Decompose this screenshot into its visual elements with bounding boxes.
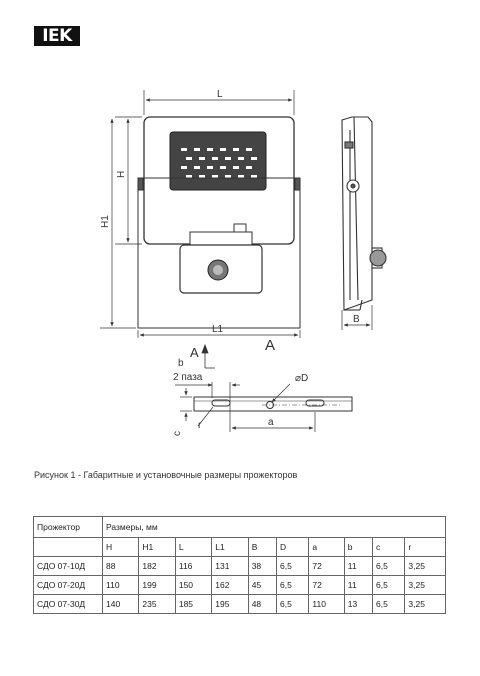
- view-label-a-right: A: [265, 337, 276, 354]
- table-row: [34, 576, 446, 595]
- table-cell: 182: [139, 557, 175, 576]
- table-cell: 110: [103, 576, 139, 595]
- dim-label-slots: 2 паза: [173, 372, 203, 383]
- figure-caption: Рисунок 1 - Габаритные и установочные размеры прожекторов: [34, 470, 298, 480]
- table-cell: 48: [248, 595, 276, 614]
- table-cell: 11: [344, 557, 372, 576]
- table-cell: 6,5: [373, 595, 405, 614]
- table-cell: 72: [309, 576, 344, 595]
- table-cell: 110: [309, 595, 344, 614]
- table-header-row: [34, 517, 446, 538]
- table-cell: 140: [103, 595, 139, 614]
- dimensions-table: [33, 516, 446, 614]
- table-row: [34, 557, 446, 576]
- table-cell: 6,5: [373, 576, 405, 595]
- view-a-arrow: [202, 345, 215, 368]
- table-cell: 3,25: [405, 595, 446, 614]
- table-cell: 11: [344, 576, 372, 595]
- table-subheader-row: [34, 538, 446, 557]
- dim-label-B: B: [353, 314, 360, 325]
- header-product: Прожектор: [34, 517, 103, 538]
- table-cell: 150: [175, 576, 211, 595]
- table-cell: 88: [103, 557, 139, 576]
- table-cell: 195: [212, 595, 248, 614]
- table-cell: 3,25: [405, 576, 446, 595]
- header-empty-cell: [34, 538, 103, 557]
- header-cell: D: [277, 538, 309, 557]
- dim-label-H: H: [116, 170, 127, 178]
- front-view: [138, 117, 300, 328]
- product-name-cell: СДО 07-10Д: [34, 557, 103, 576]
- table-cell: 45: [248, 576, 276, 595]
- front-dimensions: [100, 90, 300, 338]
- table-cell: 185: [175, 595, 211, 614]
- dim-label-L: L: [217, 89, 223, 100]
- table-cell: 6,5: [277, 576, 309, 595]
- table-cell: 3,25: [405, 557, 446, 576]
- table-cell: 131: [212, 557, 248, 576]
- dim-label-L1: L1: [212, 324, 224, 335]
- dim-label-c: c: [172, 431, 183, 436]
- table-cell: 199: [139, 576, 175, 595]
- bracket-detail: [194, 397, 352, 411]
- header-cell: b: [344, 538, 372, 557]
- dim-label-D: ⌀D: [295, 373, 309, 384]
- header-cell: c: [373, 538, 405, 557]
- header-cell: B: [248, 538, 276, 557]
- table-cell: 72: [309, 557, 344, 576]
- header-cell: H: [103, 538, 139, 557]
- table-cell: 38: [248, 557, 276, 576]
- header-cell: L: [175, 538, 211, 557]
- product-name-cell: СДО 07-20Д: [34, 576, 103, 595]
- dim-label-b: b: [178, 358, 184, 369]
- header-cell: L1: [212, 538, 248, 557]
- table-cell: 13: [344, 595, 372, 614]
- side-view: [342, 117, 386, 310]
- dim-label-H1: H1: [100, 215, 111, 228]
- table-row: [34, 595, 446, 614]
- view-label-a-left: A: [190, 345, 199, 360]
- table-cell: 162: [212, 576, 248, 595]
- header-cell: a: [309, 538, 344, 557]
- table-cell: 6,5: [277, 557, 309, 576]
- dim-label-a: a: [268, 417, 274, 428]
- header-cell: H1: [139, 538, 175, 557]
- table-cell: 6,5: [373, 557, 405, 576]
- table-cell: 235: [139, 595, 175, 614]
- technical-drawing: [0, 60, 480, 460]
- header-dimensions: Размеры, мм: [103, 517, 446, 538]
- iek-logo: IEK: [34, 26, 80, 46]
- product-name-cell: СДО 07-30Д: [34, 595, 103, 614]
- table-cell: 6,5: [277, 595, 309, 614]
- header-cell: r: [405, 538, 446, 557]
- dim-label-r: r: [198, 420, 202, 431]
- table-cell: 116: [175, 557, 211, 576]
